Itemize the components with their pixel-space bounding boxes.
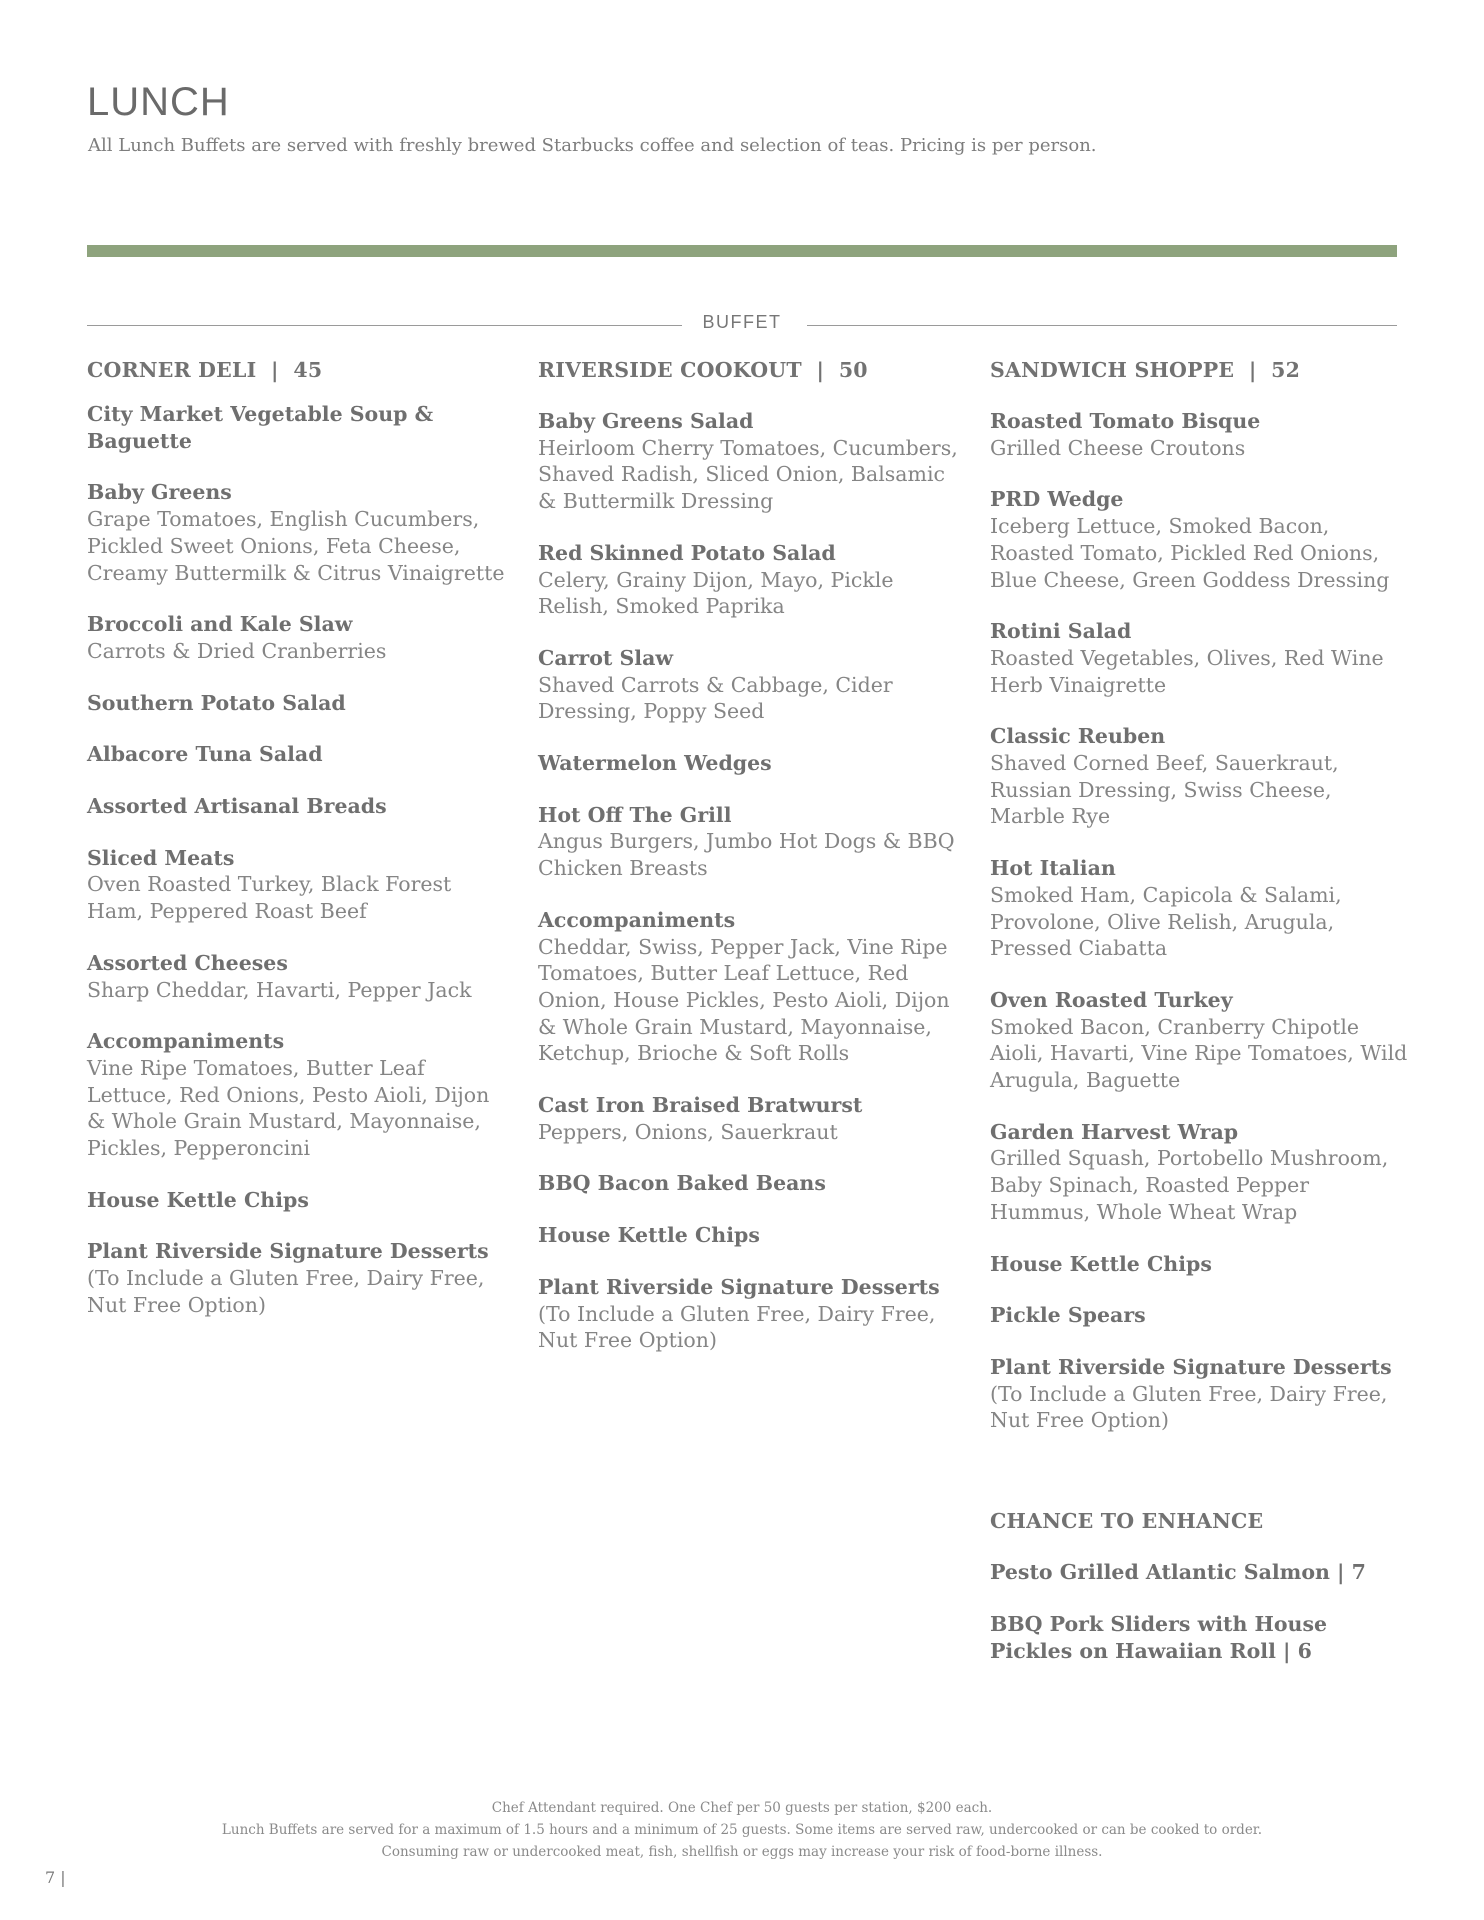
menu-item-name: Broccoli and Kale Slaw <box>87 612 353 637</box>
menu-item-description: (To Include a Gluten Free, Dairy Free, Nut Free Option) <box>990 1381 1388 1433</box>
column-name: RIVERSIDE COOKOUT <box>538 358 802 382</box>
column-heading <box>538 356 958 384</box>
menu-item-name: Carrot Slaw <box>538 645 674 670</box>
menu-item-name: Assorted Artisanal Breads <box>87 794 387 819</box>
menu-item <box>538 540 958 620</box>
column-name: SANDWICH SHOPPE <box>990 358 1235 382</box>
menu-item <box>538 802 958 882</box>
menu-item <box>990 618 1410 698</box>
enhance-item <box>990 1559 1410 1586</box>
menu-item-name: Baby Greens <box>87 480 232 505</box>
menu-item-description: Celery, Grainy Dijon, Mayo, Pickle Relish, Smoked Paprika <box>538 567 894 619</box>
menu-item <box>87 1238 507 1318</box>
menu-item-description: Carrots & Dried Cranberries <box>87 638 387 663</box>
menu-item <box>538 1092 958 1145</box>
column-price: 50 <box>838 358 868 382</box>
menu-item-name: House Kettle Chips <box>538 1223 760 1248</box>
menu-item-name: Albacore Tuna Salad <box>87 742 323 767</box>
footer-line: Lunch Buffets are served for a maximum of 1.5 hours and a minimum of 25 guests. Some items are served raw, undercooked or can be cooked to order. <box>221 1822 1263 1838</box>
menu-item-name: Assorted Cheeses <box>87 950 288 975</box>
footer-notes <box>0 1797 1484 1863</box>
section-label: BUFFET <box>702 312 782 332</box>
menu-item-description: Cheddar, Swiss, Pepper Jack, Vine Ripe Tomatoes, Butter Leaf Lettuce, Red Onion, House Pickles, Pesto Aioli, Dijon & Whole Grain Mustard, Mayonnaise, Ketchup, Brioche & Soft Rolls <box>538 934 950 1066</box>
menu-column-corner-deli <box>87 356 507 1344</box>
menu-item <box>538 408 958 515</box>
menu-item-name: Plant Riverside Signature Desserts <box>87 1239 489 1264</box>
enhance-item-name: Pesto Grilled Atlantic Salmon | 7 <box>990 1560 1366 1585</box>
enhance-title: CHANCE TO ENHANCE <box>990 1509 1264 1534</box>
menu-item-name: Watermelon Wedges <box>538 751 772 776</box>
enhance-item-name: BBQ Pork Sliders with House Pickles on Hawaiian Roll | 6 <box>990 1611 1328 1663</box>
divider-rule-right <box>807 325 1397 326</box>
menu-item <box>87 950 507 1003</box>
menu-column-sandwich-shoppe <box>990 356 1410 1689</box>
menu-item-name: Classic Reuben <box>990 724 1166 749</box>
menu-item-description: Smoked Ham, Capicola & Salami, Provolone, Olive Relish, Arugula, Pressed Ciabatta <box>990 882 1342 961</box>
menu-item <box>87 690 507 717</box>
menu-item-description: Sharp Cheddar, Havarti, Pepper Jack <box>87 977 472 1002</box>
accent-bar <box>87 245 1397 257</box>
menu-item <box>87 401 507 454</box>
menu-item <box>87 1187 507 1214</box>
menu-item-description: Grape Tomatoes, English Cucumbers, Pickled Sweet Onions, Feta Cheese, Creamy Buttermilk & Citrus Vinaigrette <box>87 507 505 585</box>
menu-item-name: Rotini Salad <box>990 619 1132 644</box>
menu-item-name: Plant Riverside Signature Desserts <box>538 1274 940 1299</box>
menu-item-description: Vine Ripe Tomatoes, Butter Leaf Lettuce, Red Onions, Pesto Aioli, Dijon & Whole Grain Mustard, Mayonnaise, Pickles, Pepperoncini <box>87 1055 490 1161</box>
menu-item-name: Cast Iron Braised Bratwurst <box>538 1093 863 1118</box>
menu-item <box>990 1119 1410 1226</box>
menu-item-name: Hot Off The Grill <box>538 802 732 827</box>
heading-separator: | <box>1234 358 1272 382</box>
menu-item <box>538 1222 958 1249</box>
footer-line: Chef Attendant required. One Chef per 50 guests per station, $200 each. <box>491 1800 993 1816</box>
menu-item <box>990 855 1410 962</box>
menu-item <box>990 1251 1410 1278</box>
menu-item-name: PRD Wedge <box>990 487 1124 512</box>
menu-item-description: Heirloom Cherry Tomatoes, Cucumbers, Shaved Radish, Sliced Onion, Balsamic & Buttermilk Dressing <box>538 435 958 514</box>
menu-item-description: Shaved Corned Beef, Sauerkraut, Russian Dressing, Swiss Cheese, Marble Rye <box>990 751 1339 829</box>
menu-item-description: Angus Burgers, Jumbo Hot Dogs & BBQ Chicken Breasts <box>538 829 955 881</box>
menu-item-name: Accompaniments <box>87 1029 285 1054</box>
enhance-item <box>990 1611 1410 1664</box>
menu-item-name: Red Skinned Potato Salad <box>538 540 836 565</box>
column-heading <box>990 356 1410 384</box>
menu-item <box>87 479 507 586</box>
menu-item <box>87 611 507 664</box>
enhance-section <box>990 1507 1410 1664</box>
menu-item-name: House Kettle Chips <box>990 1251 1212 1276</box>
menu-item <box>990 1302 1410 1329</box>
menu-item <box>538 645 958 725</box>
menu-item <box>87 1028 507 1162</box>
menu-item-description: Grilled Cheese Croutons <box>990 435 1246 460</box>
menu-item-description: Iceberg Lettuce, Smoked Bacon, Roasted Tomato, Pickled Red Onions, Blue Cheese, Green Goddess Dressing <box>990 514 1390 592</box>
menu-item-name: Southern Potato Salad <box>87 690 346 715</box>
menu-item <box>990 408 1410 461</box>
menu-item-name: Baby Greens Salad <box>538 409 754 433</box>
menu-item-description: Peppers, Onions, Sauerkraut <box>538 1119 838 1144</box>
menu-item-name: City Market Vegetable Soup & Baguette <box>87 402 434 453</box>
menu-item-name: Roasted Tomato Bisque <box>990 409 1261 433</box>
menu-item-description: (To Include a Gluten Free, Dairy Free, Nut Free Option) <box>538 1301 936 1353</box>
page-number: 7 | <box>45 1868 66 1887</box>
heading-separator: | <box>256 358 294 382</box>
menu-item <box>87 845 507 925</box>
menu-item <box>538 750 958 777</box>
menu-item-name: BBQ Bacon Baked Beans <box>538 1171 826 1196</box>
menu-item <box>990 486 1410 593</box>
menu-item <box>990 723 1410 830</box>
menu-item-name: Garden Harvest Wrap <box>990 1119 1239 1144</box>
menu-item-name: Plant Riverside Signature Desserts <box>990 1354 1392 1379</box>
section-divider <box>87 312 1397 338</box>
menu-item-name: Accompaniments <box>538 907 736 932</box>
menu-item-description: Grilled Squash, Portobello Mushroom, Baby Spinach, Roasted Pepper Hummus, Whole Wheat Wrap <box>990 1146 1389 1224</box>
menu-item <box>990 1354 1410 1434</box>
menu-item-description: Smoked Bacon, Cranberry Chipotle Aioli, Havarti, Vine Ripe Tomatoes, Wild Arugula, Baguette <box>990 1014 1408 1093</box>
column-name: CORNER DELI <box>87 358 257 382</box>
column-heading <box>87 356 507 384</box>
menu-item-name: Oven Roasted Turkey <box>990 987 1233 1012</box>
column-price: 45 <box>293 358 323 382</box>
heading-separator: | <box>801 358 839 382</box>
menu-item <box>538 907 958 1067</box>
page-title: LUNCH <box>87 80 230 124</box>
menu-column-riverside-cookout <box>538 356 958 1379</box>
page-subtitle: All Lunch Buffets are served with freshly brewed Starbucks coffee and selection of teas. Pricing is per person. <box>88 135 1097 156</box>
menu-item-name: Sliced Meats <box>87 845 235 870</box>
menu-item-name: Hot Italian <box>990 856 1116 881</box>
menu-item-description: (To Include a Gluten Free, Dairy Free, Nut Free Option) <box>87 1266 485 1317</box>
menu-item-name: House Kettle Chips <box>87 1187 309 1212</box>
menu-item <box>87 793 507 820</box>
menu-item <box>990 987 1410 1094</box>
footer-line: Consuming raw or undercooked meat, fish, shellfish or eggs may increase your risk of food-borne illness. <box>381 1844 1103 1860</box>
menu-item-description: Oven Roasted Turkey, Black Forest Ham, Peppered Roast Beef <box>87 872 452 924</box>
menu-item-description: Shaved Carrots & Cabbage, Cider Dressing, Poppy Seed <box>538 672 893 724</box>
menu-item <box>538 1170 958 1197</box>
menu-item-description: Roasted Vegetables, Olives, Red Wine Herb Vinaigrette <box>990 645 1384 697</box>
menu-item <box>87 741 507 768</box>
menu-item <box>538 1274 958 1354</box>
column-items <box>990 356 1410 1434</box>
column-price: 52 <box>1271 358 1301 382</box>
menu-item-name: Pickle Spears <box>990 1303 1146 1328</box>
